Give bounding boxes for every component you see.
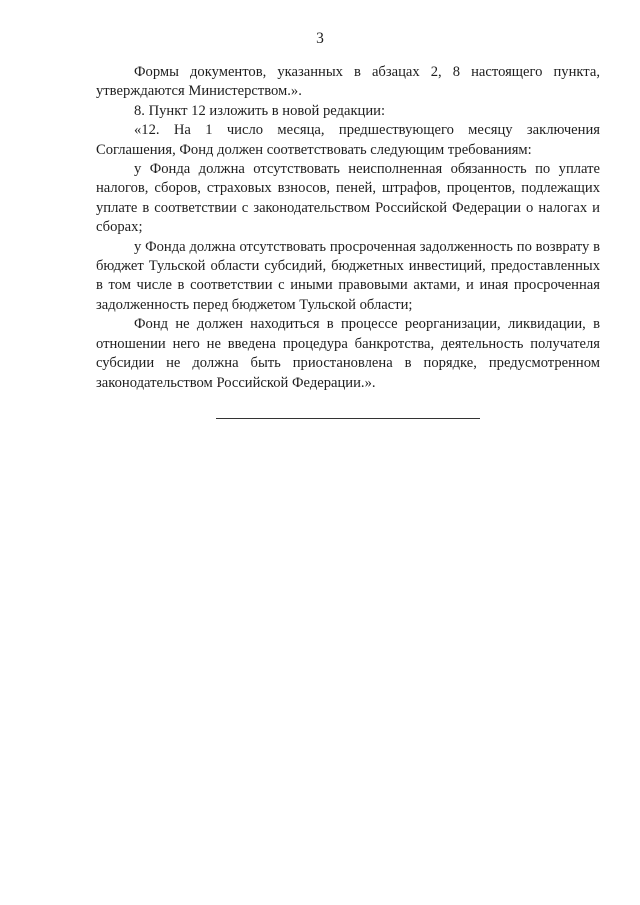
paragraph-requirement-debt: у Фонда должна отсутствовать просроченная задолженность по возврату в бюджет Тульской области субсидий, бюджетных инвестиций, предоставленных в том числе в соответствии с иными правовыми актами, и иная просроченная задолженность перед бюджетом Тульской области; bbox=[96, 238, 600, 313]
paragraph-item-12-intro: «12. На 1 число месяца, предшествующего месяцу заключения Соглашения, Фонд должен соответствовать следующим требованиям: bbox=[96, 122, 600, 158]
paragraph-forms-approval: Формы документов, указанных в абзацах 2, 8 настоящего пункта, утверждаются Министерством.». bbox=[96, 64, 600, 100]
paragraph-item-8: 8. Пункт 12 изложить в новой редакции: bbox=[134, 102, 386, 119]
paragraph-requirement-reorganization: Фонд не должен находиться в процессе реорганизации, ликвидации, в отношении него не введена процедура банкротства, деятельность получателя субсидии не должна быть приостановлена в порядке, предусмотренном законодательством Российской Федерации.». bbox=[96, 316, 600, 391]
page-number: 3 bbox=[316, 30, 324, 47]
document-body bbox=[96, 63, 600, 393]
paragraph-requirement-taxes: у Фонда должна отсутствовать неисполненная обязанность по уплате налогов, сборов, страховых взносов, пеней, штрафов, процентов, подлежащих уплате в соответствии с законодательством Российской Федерации о налогах и сборах; bbox=[96, 161, 600, 236]
end-separator-line bbox=[216, 418, 480, 419]
